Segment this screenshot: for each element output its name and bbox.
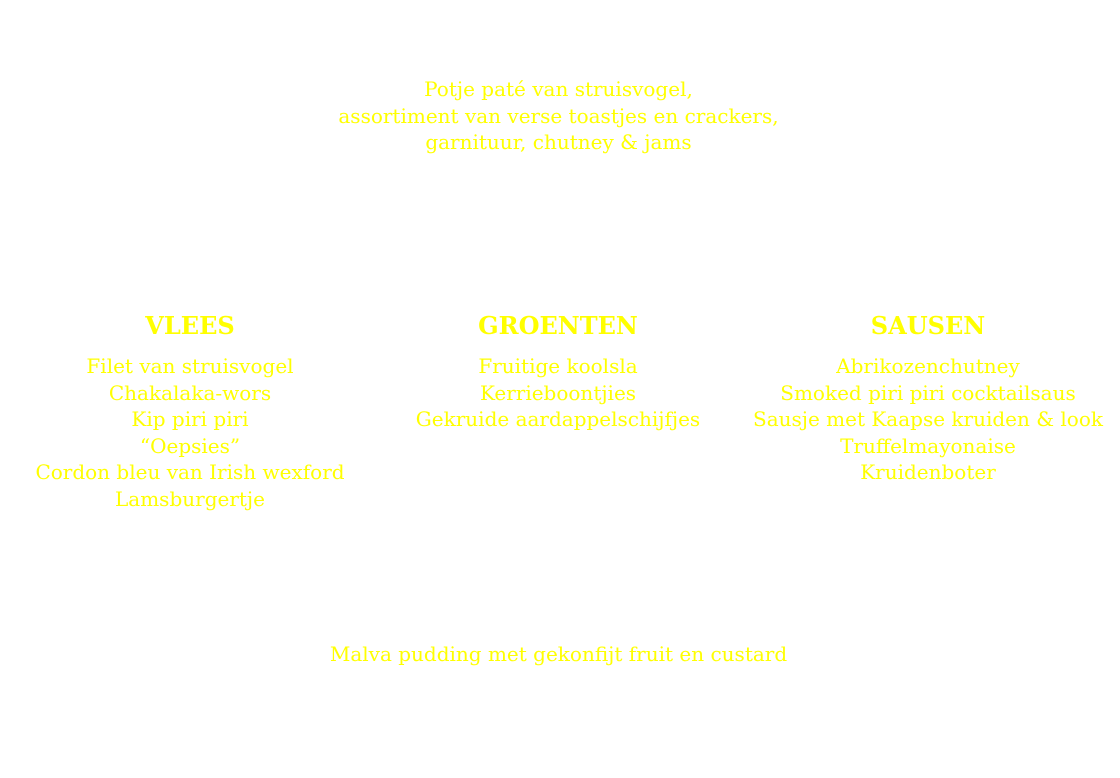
menu-item: Kerrieboontjies: [479, 380, 637, 405]
menu-item: Gekruide aardappelschijfjes: [415, 407, 701, 431]
menu-item: Filet van struisvogel: [86, 354, 294, 378]
menu-item: Chakalaka-wors: [108, 380, 272, 405]
starter-line: assortiment van verse toastjes en crackers,: [338, 103, 779, 128]
menu-item: Smoked piri piri cocktailsaus: [780, 380, 1076, 405]
vegetables-heading: GROENTEN: [478, 311, 638, 340]
menu-item: Fruitige koolsla: [478, 354, 638, 378]
sauces-heading: SAUSEN: [870, 311, 986, 340]
starter-line: Potje paté van struisvogel,: [424, 77, 693, 101]
menu-item: Cordon bleu van Irish wexford: [35, 460, 345, 484]
menu-item: Kip piri piri: [131, 407, 249, 431]
menu-item: Abrikozenchutney: [836, 354, 1020, 378]
sauces-column: [748, 312, 1108, 486]
vegetables-column: [398, 312, 718, 433]
meat-column: [30, 312, 350, 512]
menu-item: “Oepsies”: [139, 433, 241, 458]
menu-item: Lamsburgertje: [115, 486, 265, 511]
meat-heading: VLEES: [145, 311, 235, 340]
starter-section: [0, 76, 1117, 156]
dessert-section: [0, 641, 1117, 668]
menu-item: Truffelmayonaise: [840, 433, 1016, 458]
menu-item: Sausje met Kaapse kruiden & look: [753, 407, 1103, 431]
menu-item: Kruidenboter: [860, 460, 996, 484]
dessert-line: Malva pudding met gekonfijt fruit en custard: [329, 642, 788, 666]
starter-line: garnituur, chutney & jams: [425, 130, 692, 154]
